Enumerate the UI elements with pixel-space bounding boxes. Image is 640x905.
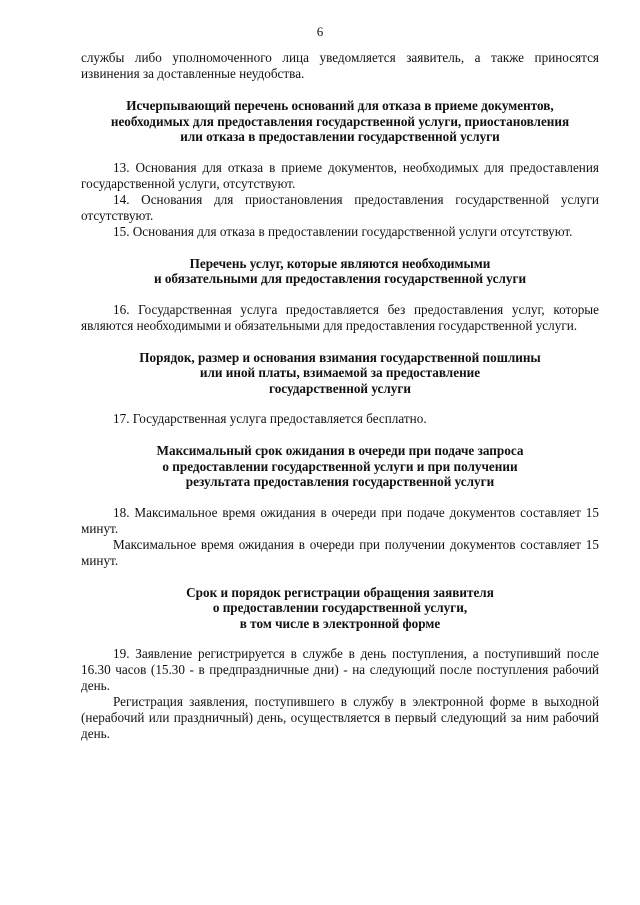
heading-line: Срок и порядок регистрации обращения заявителя: [186, 584, 494, 600]
heading-line: государственной услуги: [269, 380, 411, 396]
section-refusal-grounds: [81, 98, 599, 240]
section-heading: [81, 585, 599, 632]
paragraph-18-continued: Максимальное время ожидания в очереди при получении документов составляет 15 минут.: [81, 536, 599, 568]
section-heading: [81, 98, 599, 145]
heading-line: о предоставлении государственной услуги и при получении: [162, 458, 518, 474]
paragraph-16: 16. Государственная услуга предоставляется без предоставления услуг, которые являются необходимыми и обязательными для предоставления государственной услуги.: [81, 301, 599, 333]
paragraph-19: 19. Заявление регистрируется в службе в день поступления, а поступивший после 16.30 часов (15.30 - в предпраздничные дни) - на следующий после поступления рабочий день.: [81, 646, 599, 693]
section-necessary-services: [81, 256, 599, 334]
heading-line: или иной платы, взимаемой за предоставление: [199, 365, 481, 380]
heading-line: о предоставлении государственной услуги,: [212, 600, 468, 615]
intro-paragraph: службы либо уполномоченного лица уведомляется заявитель, а также приносятся извинения за доставленные неудобства.: [81, 50, 599, 81]
section-heading: [81, 256, 599, 287]
section-heading: [81, 350, 599, 397]
section-waiting-time: [81, 443, 599, 569]
heading-line: и обязательными для предоставления государственной услуги: [153, 271, 527, 286]
heading-line: Перечень услуг, которые являются необходимыми: [189, 255, 491, 271]
section-heading: [81, 443, 599, 490]
paragraph-19-continued: Регистрация заявления, поступившего в службу в электронной форме в выходной (нерабочий или праздничный) день, осуществляется в первый следующий за ним рабочий день.: [81, 694, 599, 741]
heading-line: Порядок, размер и основания взимания государственной пошлины: [139, 349, 541, 365]
heading-line: необходимых для предоставления государственной услуги, приостановления: [110, 113, 570, 129]
paragraph-17: 17. Государственная услуга предоставляется бесплатно.: [113, 411, 427, 426]
heading-line: или отказа в предоставлении государственной услуги: [180, 129, 500, 144]
heading-line: результата предоставления государственной услуги: [185, 474, 495, 489]
section-fees: [81, 350, 599, 428]
section-registration: [81, 585, 599, 743]
paragraph-18: 18. Максимальное время ожидания в очереди при подаче документов составляет 15 минут.: [81, 504, 599, 536]
heading-line: в том числе в электронной форме: [239, 615, 441, 631]
paragraph-14: 14. Основания для приостановления предоставления государственной услуги отсутствуют.: [81, 191, 599, 223]
heading-line: Максимальный срок ожидания в очереди при подаче запроса: [156, 443, 524, 458]
paragraph-13: 13. Основания для отказа в приеме документов, необходимых для предоставления государственной услуги, отсутствуют.: [81, 159, 599, 191]
document-body: [81, 50, 599, 742]
paragraph-15: 15. Основания для отказа в предоставлении государственной услуги отсутствуют.: [113, 223, 573, 239]
heading-line: Исчерпывающий перечень оснований для отказа в приеме документов,: [126, 98, 554, 113]
page-number: 6: [316, 24, 324, 39]
